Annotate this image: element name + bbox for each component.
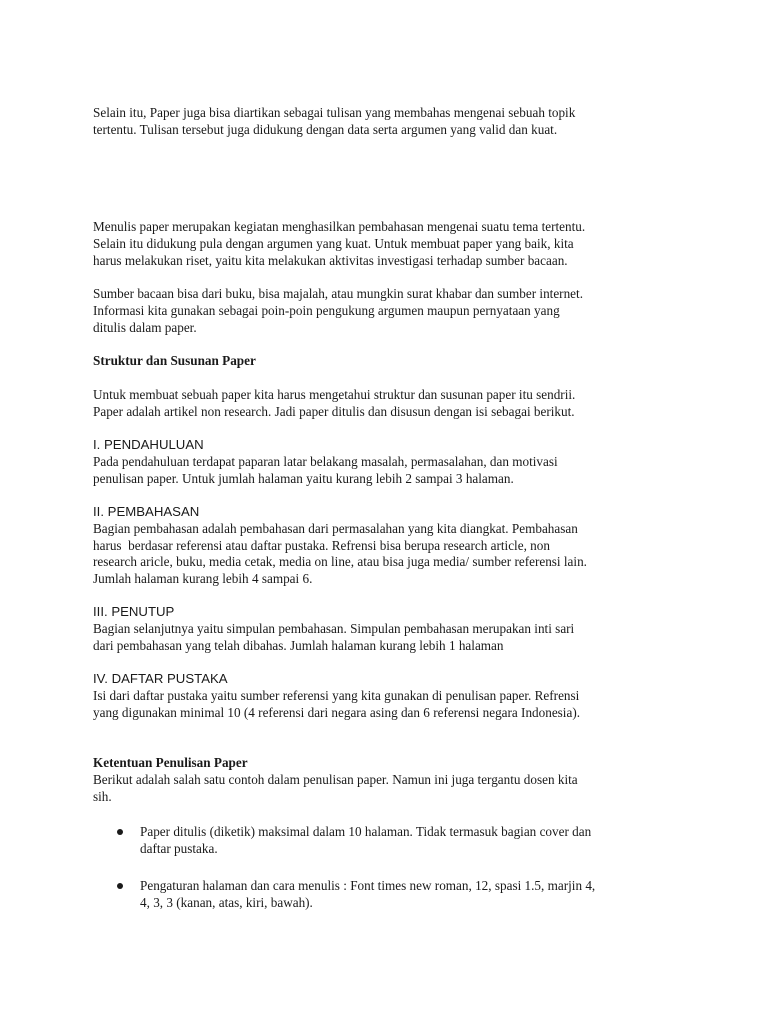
ketentuan-heading: Ketentuan Penulisan Paper [93,755,248,770]
text-line: Menulis paper merupakan kegiatan menghasilkan pembahasan mengenai suatu tema tertentu. [93,219,586,234]
text-line: harus berdasar referensi atau daftar pustaka. Refrensi bisa berupa research article, non [93,537,550,553]
section-pendahuluan [93,437,683,487]
intro-paragraph [93,105,683,139]
text-line: dari pembahasan yang telah dibahas. Jumlah halaman kurang lebih 1 halaman [93,637,504,653]
text-line: 4, 3, 3 (kanan, atas, kiri, bawah). [140,894,313,910]
sumber-paragraph [93,286,683,336]
text-line: yang digunakan minimal 10 (4 referensi dari negara asing dan 6 referensi negara Indonesia). [93,704,581,720]
list-item [93,878,683,912]
text-line: Pengaturan halaman dan cara menulis : Font times new roman, 12, spasi 1.5, marjin 4, [140,878,596,893]
text-line: Pada pendahuluan terdapat paparan latar belakang masalah, permasalahan, dan motivasi [93,453,558,469]
text-line: harus melakukan riset, yaitu kita melakukan aktivitas investigasi terhadap sumber bacaan. [93,252,568,268]
list-item [93,824,683,858]
text-line: penulisan paper. Untuk jumlah halaman yaitu kurang lebih 2 sampai 3 halaman. [93,470,514,486]
section-title: III. PENUTUP [93,604,175,619]
text-line: tertentu. Tulisan tersebut juga didukung dengan data serta argumen yang valid dan kuat. [93,121,558,137]
text-line: Paper ditulis (diketik) maksimal dalam 10 halaman. Tidak termasuk bagian cover dan [140,824,592,839]
menulis-paragraph [93,219,683,269]
text-line: sih. [93,788,112,804]
text-line: Selain itu didukung pula dengan argumen yang kuat. Untuk membuat paper yang baik, kita [93,235,574,251]
text-line: Jumlah halaman kurang lebih 4 sampai 6. [93,571,313,587]
text-line: research aricle, buku, media cetak, media on line, atau bisa juga media/ sumber referensi lain. [93,554,587,570]
bullet-icon [117,829,123,835]
struktur-intro-paragraph [93,387,683,421]
text-line: Bagian selanjutnya yaitu simpulan pembahasan. Simpulan pembahasan merupakan inti sari [93,620,575,636]
text-line: ditulis dalam paper. [93,319,197,335]
section-penutup [93,604,683,654]
struktur-heading: Struktur dan Susunan Paper [93,353,256,368]
text-line: Untuk membuat sebuah paper kita harus mengetahui struktur dan susunan paper itu sendrii. [93,387,576,402]
section-pembahasan [93,504,683,588]
text-line: Informasi kita gunakan sebagai poin-poin pengukung argumen maupun pernyataan yang [93,302,560,318]
ketentuan-section [93,755,683,805]
text-line: Paper adalah artikel non research. Jadi paper ditulis dan disusun dengan isi sebagai berikut. [93,403,575,419]
text-line: Isi dari daftar pustaka yaitu sumber referensi yang kita gunakan di penulisan paper. Refrensi [93,687,580,703]
text-line: Sumber bacaan bisa dari buku, bisa majalah, atau mungkin surat khabar dan sumber internet. [93,286,583,301]
section-daftar-pustaka [93,671,683,721]
section-title: I. PENDAHULUAN [93,437,204,452]
section-title: II. PEMBAHASAN [93,504,200,519]
text-line: Bagian pembahasan adalah pembahasan dari permasalahan yang kita diangkat. Pembahasan [93,520,578,536]
section-title: IV. DAFTAR PUSTAKA [93,671,228,686]
text-line: daftar pustaka. [140,840,218,856]
bullet-icon [117,883,123,889]
text-line: Berikut adalah salah satu contoh dalam penulisan paper. Namun ini juga tergantu dosen kita [93,771,578,787]
text-line: Selain itu, Paper juga bisa diartikan sebagai tulisan yang membahas mengenai sebuah topik [93,105,576,120]
